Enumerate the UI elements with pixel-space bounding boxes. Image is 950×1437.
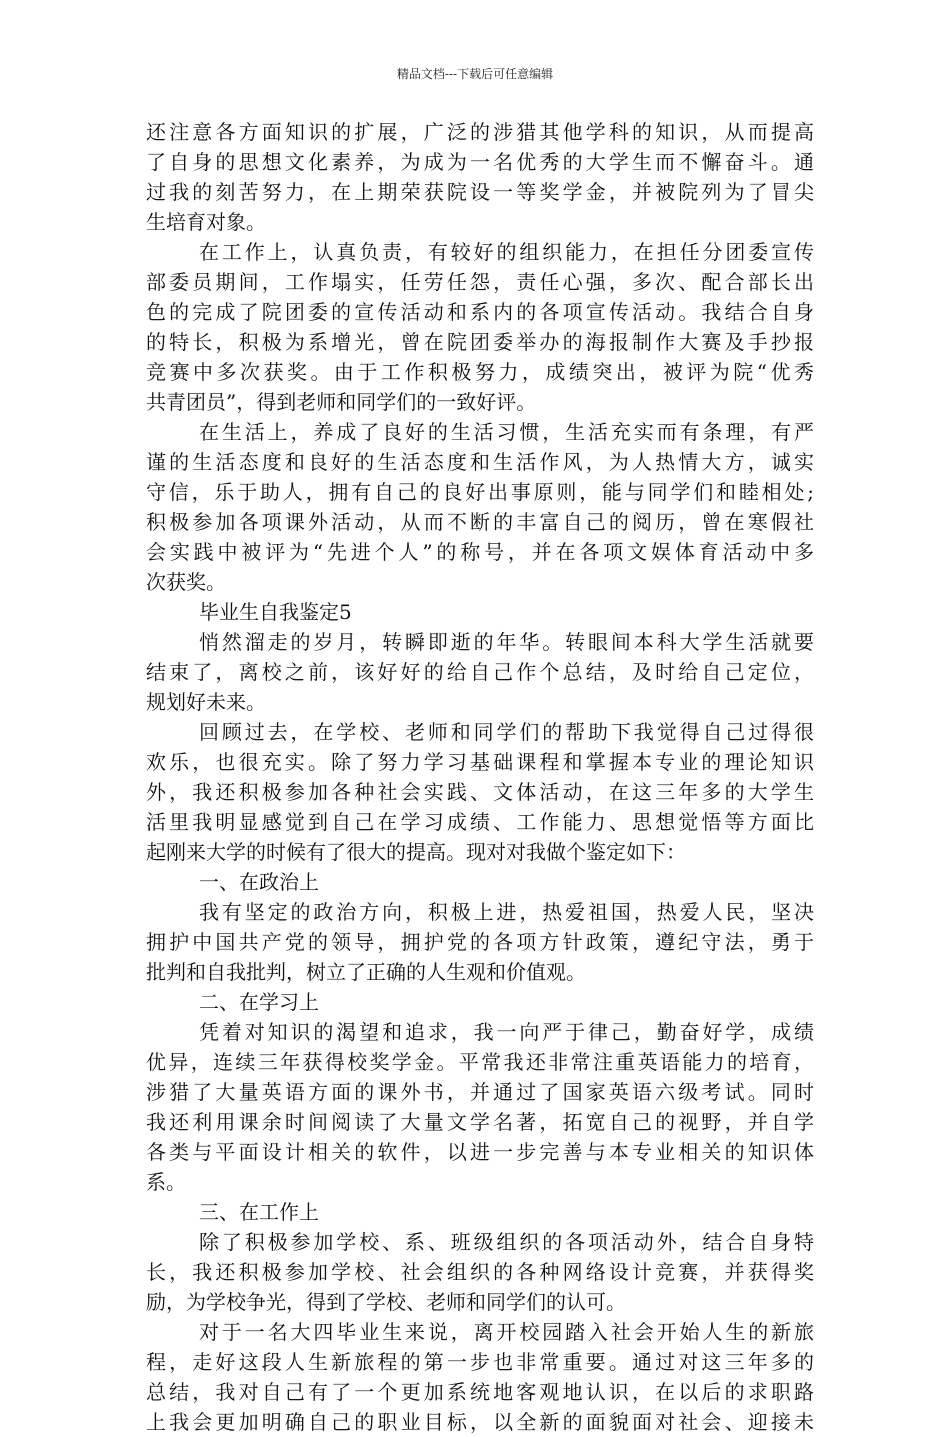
text-line: 总结，我对自己有了一个更加系统地客观地认识，在以后的求职路: [146, 1380, 814, 1404]
text-line: 欢乐，也很充实。除了努力学习基础课程和掌握本专业的理论知识: [146, 750, 814, 774]
document-body: [146, 117, 814, 1437]
text-line: 批判和自我批判，树立了正确的人生观和价值观。: [146, 960, 586, 984]
text-line: 规划好未来。: [146, 690, 266, 714]
text-line: 励，为学校争光，得到了学校、老师和同学们的认可。: [146, 1290, 626, 1314]
text-line: 毕业生自我鉴定5: [199, 600, 352, 624]
text-line: 三、在工作上: [199, 1200, 319, 1224]
text-line: 色的完成了院团委的宣传活动和系内的各项宣传活动。我结合自身: [146, 300, 814, 324]
text-line: 竞赛中多次获奖。由于工作积极努力，成绩突出，被评为院“优秀: [146, 360, 814, 384]
text-line: 部委员期间，工作塌实，任劳任怨，责任心强，多次、配合部长出: [146, 270, 814, 294]
text-line: 拥护中国共产党的领导，拥护党的各项方针政策，遵纪守法，勇于: [146, 930, 814, 954]
text-line: 优异，连续三年获得校奖学金。平常我还非常注重英语能力的培育，: [146, 1050, 814, 1074]
text-line: 一、在政治上: [199, 870, 319, 894]
text-line: 过我的刻苦努力，在上期荣获院设一等奖学金，并被院列为了冒尖: [146, 180, 814, 204]
text-line: 悄然溜走的岁月，转瞬即逝的年华。转眼间本科大学生活就要: [199, 630, 814, 654]
text-line: 生培育对象。: [146, 210, 266, 234]
text-line: 会实践中被评为“先进个人”的称号，并在各项文娱体育活动中多: [146, 540, 814, 564]
text-line: 次获奖。: [146, 570, 226, 594]
text-line: 各类与平面设计相关的软件，以进一步完善与本专业相关的知识体: [146, 1140, 814, 1164]
text-line: 了自身的思想文化素养，为成为一名优秀的大学生而不懈奋斗。通: [146, 150, 814, 174]
text-line: 起刚来大学的时候有了很大的提高。现对对我做个鉴定如下：: [146, 840, 686, 864]
text-line: 我还利用课余时间阅读了大量文学名著，拓宽自己的视野，并自学: [146, 1110, 814, 1134]
text-line: 在生活上，养成了良好的生活习惯，生活充实而有条理，有严: [199, 420, 814, 444]
text-line: 结束了，离校之前，该好好的给自己作个总结，及时给自己定位，: [146, 660, 814, 684]
text-line: 积极参加各项课外活动，从而不断的丰富自己的阅历，曾在寒假社: [146, 510, 814, 534]
text-line: 回顾过去，在学校、老师和同学们的帮助下我觉得自己过得很: [199, 720, 814, 744]
text-line: 二、在学习上: [199, 990, 319, 1014]
text-line: 我有坚定的政治方向，积极上进，热爱祖国，热爱人民，坚决: [199, 900, 814, 924]
text-line: 系。: [146, 1170, 186, 1194]
text-line: 共青团员”，得到老师和同学们的一致好评。: [146, 390, 537, 414]
page-header: 精品文档---下载后可任意编辑: [396, 67, 554, 81]
text-line: 凭着对知识的渴望和追求，我一向严于律己，勤奋好学，成绩: [199, 1020, 814, 1044]
text-line: 程，走好这段人生新旅程的第一步也非常重要。通过对这三年多的: [146, 1350, 814, 1374]
text-line: 谨的生活态度和良好的生活态度和生活作风，为人热情大方，诚实: [146, 450, 814, 474]
text-line: 涉猎了大量英语方面的课外书，并通过了国家英语六级考试。同时: [146, 1080, 814, 1104]
text-line: 外，我还积极参加各种社会实践、文体活动，在这三年多的大学生: [146, 780, 814, 804]
text-line: 对于一名大四毕业生来说，离开校园踏入社会开始人生的新旅: [199, 1320, 814, 1344]
text-line: 活里我明显感觉到自己在学习成绩、工作能力、思想觉悟等方面比: [146, 810, 814, 834]
text-line: 的特长，积极为系增光，曾在院团委举办的海报制作大赛及手抄报: [146, 330, 814, 354]
text-line: 上我会更加明确自己的职业目标，以全新的面貌面对社会、迎接未: [146, 1410, 814, 1434]
text-line: 守信，乐于助人，拥有自己的良好出事原则，能与同学们和睦相处;: [146, 480, 814, 504]
text-line: 还注意各方面知识的扩展，广泛的涉猎其他学科的知识，从而提高: [146, 120, 814, 144]
text-line: 除了积极参加学校、系、班级组织的各项活动外，结合自身特: [199, 1230, 814, 1254]
text-line: 长，我还积极参加学校、社会组织的各种网络设计竞赛，并获得奖: [146, 1260, 814, 1284]
text-line: 在工作上，认真负责，有较好的组织能力，在担任分团委宣传: [199, 240, 814, 264]
